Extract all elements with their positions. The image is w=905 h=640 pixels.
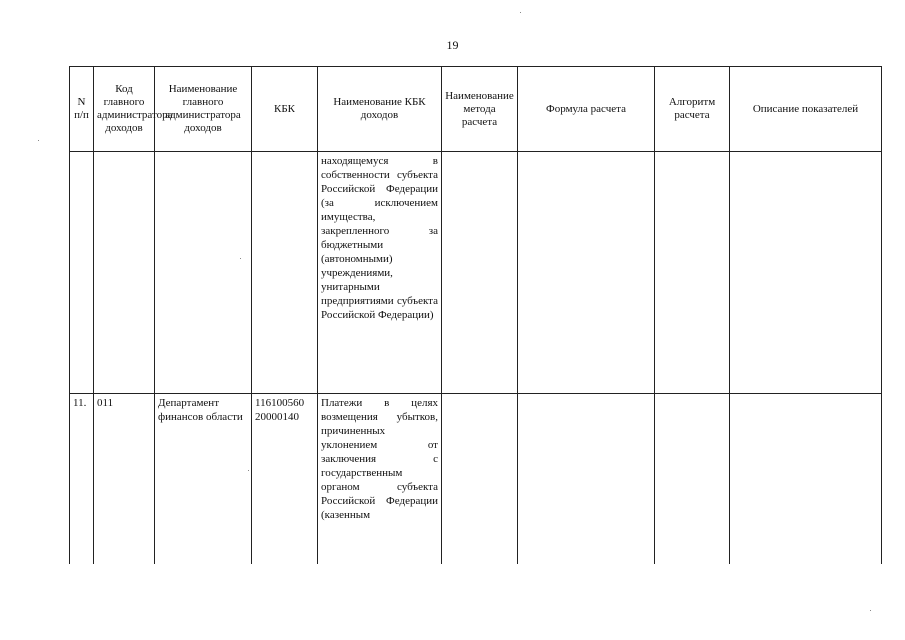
- table-header-row: [70, 67, 882, 152]
- cell-algorithm: [655, 394, 730, 565]
- table-row: [70, 152, 882, 394]
- header-method: Наименование метода расчета: [442, 67, 518, 152]
- revenue-table: [69, 66, 882, 564]
- page-number: 19: [446, 38, 459, 52]
- cell-description: [730, 394, 882, 565]
- cell-algorithm: [655, 152, 730, 394]
- cell-description: [730, 152, 882, 394]
- header-formula: Формула расчета: [518, 67, 655, 152]
- cell-admin-name: Департамент финансов области: [155, 394, 252, 565]
- scan-speck: [520, 12, 521, 13]
- cell-kbk-name: находящемуся в собственности субъекта Российской Федерации (за исключением имущества, закрепленного за бюджетными (автономными) учреждениями, унитарными предприятиями субъекта Российской Федерации): [318, 152, 442, 394]
- header-kbk: КБК: [252, 67, 318, 152]
- cell-kbk: [252, 152, 318, 394]
- cell-kbk-name: Платежи в целях возмещения убытков, причиненных уклонением от заключения с государственным органом субъекта Российской Федерации (казенным: [318, 394, 442, 565]
- scan-speck: [248, 470, 249, 471]
- cell-number: 11.: [70, 394, 94, 565]
- header-algorithm: Алгоритм расчета: [655, 67, 730, 152]
- scan-speck: [240, 258, 241, 259]
- header-kbk-name: Наименование КБК доходов: [318, 67, 442, 152]
- cell-formula: [518, 152, 655, 394]
- cell-admin-name: [155, 152, 252, 394]
- header-number: N п/п: [70, 67, 94, 152]
- cell-kbk: 116100560 20000140: [252, 394, 318, 565]
- cell-number: [70, 152, 94, 394]
- cell-formula: [518, 394, 655, 565]
- header-description: Описание показателей: [730, 67, 882, 152]
- cell-admin-code: [94, 152, 155, 394]
- table-row: [70, 394, 882, 565]
- scan-speck: [870, 610, 871, 611]
- header-admin-code: Код главного администратора доходов: [94, 67, 155, 152]
- cell-method: [442, 394, 518, 565]
- cell-method: [442, 152, 518, 394]
- header-admin-name: Наименование главного администратора доходов: [155, 67, 252, 152]
- cell-admin-code: 011: [94, 394, 155, 565]
- scan-speck: [38, 140, 39, 141]
- revenue-table-container: [69, 66, 881, 578]
